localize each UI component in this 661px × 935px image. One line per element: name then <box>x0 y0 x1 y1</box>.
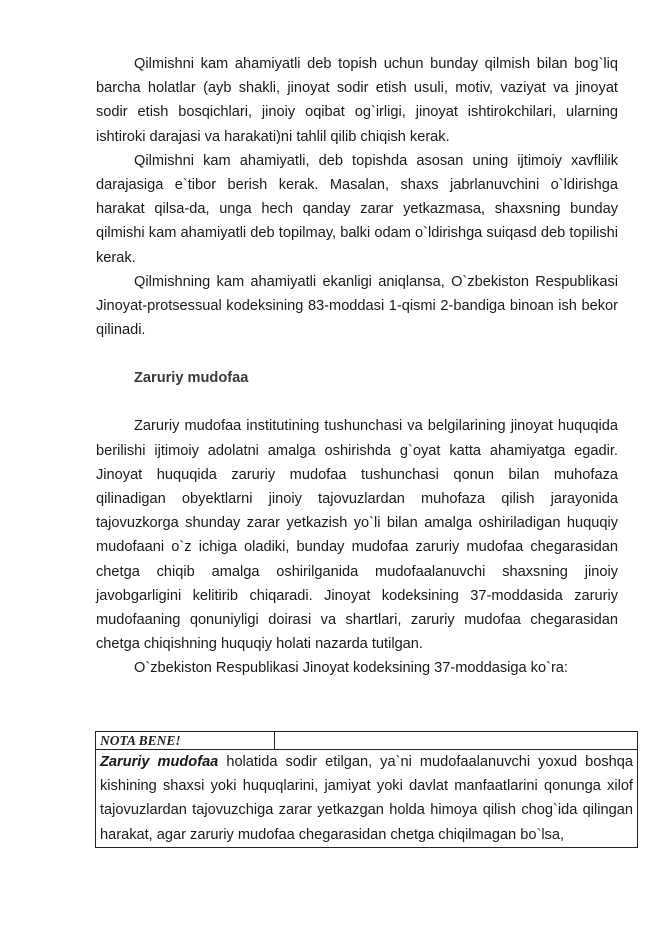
paragraph-5: O`zbekiston Respublikasi Jinoyat kodeksining 37-moddasiga ko`ra: <box>134 660 568 677</box>
paragraph-3: Qilmishning kam ahamiyatli ekanligi aniqlansa, O`zbekiston Respublikasi Jinoyat-protsessual kodeksining 83-moddasi 1-qismi 2-bandiga binoan ish bekor qilinadi. <box>96 273 618 339</box>
nota-bene-header-row <box>96 732 638 750</box>
nota-bene-text: holatida sodir etilgan, ya`ni mudofaalanuvchi yoxud boshqa kishining shaxsi yoki huquqlarini, jamiyat yoki davlat manfaatlarini qonunga xilof tajovuzlardan tajovuzchiga zarar yetkazgan holda himoya qilish chog`ida qilingan harakat, agar zaruriy mudofaa chegarasidan chetga chiqilmagan bo`lsa, <box>100 754 634 843</box>
nota-bene-term: Zaruriy mudofaa <box>100 754 219 770</box>
section-heading: Zaruriy mudofaa <box>134 370 249 387</box>
nota-bene-text-cell <box>96 750 638 848</box>
paragraph-4: Zaruriy mudofaa institutining tushunchasi va belgilarining jinoyat huquqida berilishi ijtimoiy adolatni amalga oshirishda g`oyat katta ahamiyatga egadir. Jinoyat huquqida zaruriy mudofaa tushunchasi qonun bilan muhofaza qilinadigan obyektlarni jinoiy tajovuzlardan muhofaza qilish jarayonida tajovuzkorga shunday zarar yetkazish yo`li bilan amalga oshiriladigan huquqiy mudofaani o`z ichiga oladiki, bunday mudofaa zaruriy mudofaa chegarasidan chetga chiqib amalga oshirilganida mudofaalanuvchi shaxsning jinoiy javobgarligini kelitirib chiqaradi. Jinoyat kodeksining 37-moddasida zaruriy mudofaaning qonuniyligi doirasi va shartlari, zaruriy mudofaa chegarasidan chetga chiqishning huquqiy holati nazarda tutilgan. <box>96 418 618 653</box>
nota-bene-title: NOTA BENE! <box>96 732 275 750</box>
paragraph-2: Qilmishni kam ahamiyatli, deb topishda asosan uning ijtimoiy xavflilik darajasiga e`tibor berish kerak. Masalan, shaxs jabrlanuvchini o`ldirishga harakat qilsa-da, unga hech qanday zarar yetkazmasa, shaxsning bunday qilmishi kam ahamiyatli deb topilmay, balki odam o`ldirishga suiqasd deb topilishi kerak. <box>96 152 618 266</box>
paragraph-1: Qilmishni kam ahamiyatli deb topish uchun bunday qilmish bilan bog`liq barcha holatlar (ayb shakli, jinoyat sodir etish usuli, motiv, vaziyat va jinoyat sodir etish bosqichlari, jinoiy oqibat og`irligi, jinoyat ishtirokchilari, ularning ishtiroki darajasi va harakati)ni tahlil qilib chiqish kerak. <box>96 56 618 145</box>
nota-bene-empty-cell <box>275 732 638 750</box>
nota-bene-table <box>95 731 638 848</box>
nota-bene-body-row <box>96 750 638 848</box>
document-body <box>96 52 618 681</box>
